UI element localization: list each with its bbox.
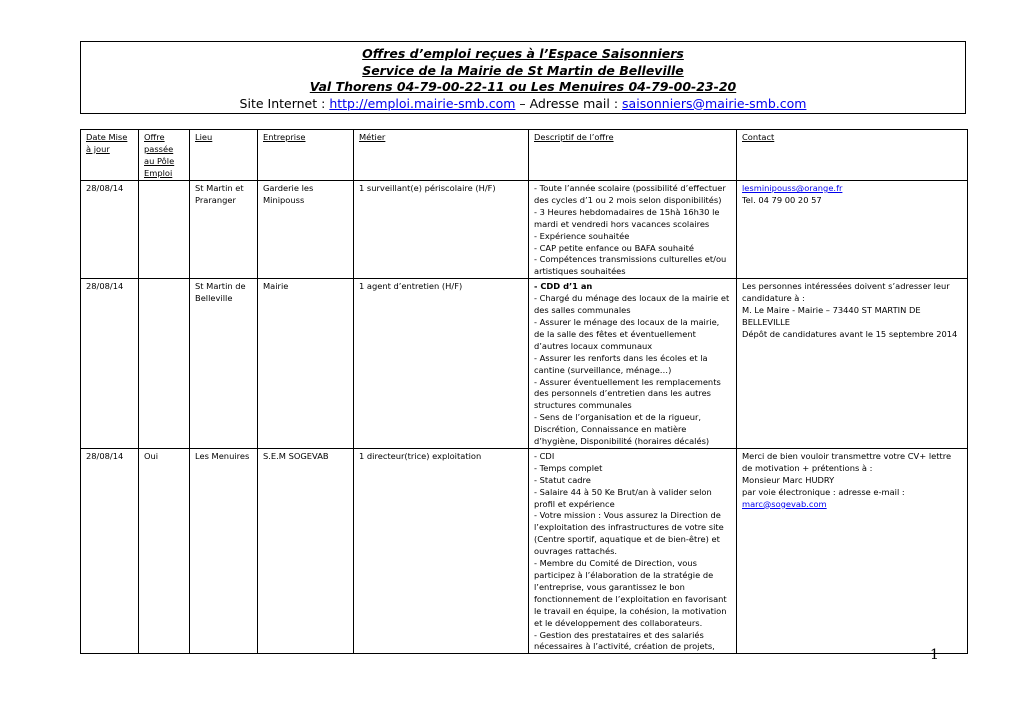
- job-offers-table: [80, 129, 968, 654]
- cell-descriptif: [529, 448, 737, 653]
- table-row: [81, 448, 968, 653]
- contact-line: Merci de bien vouloir transmettre votre CV+ lettre de motivation + prétentions à :: [742, 450, 952, 473]
- column-header-metier: Métier: [354, 130, 529, 181]
- desc-line: - Toute l’année scolaire (possibilité d’effectuer des cycles d’1 ou 2 mois selon disponibilités): [534, 183, 726, 205]
- desc-line: - 3 Heures hebdomadaires de 15hà 16h30 le mardi et vendredi hors vacances scolaires: [534, 206, 720, 229]
- contact-phone: Tel. 04 79 00 20 57: [742, 194, 822, 205]
- contact-line: Les personnes intéressées doivent s’adresser leur candidature à :: [742, 281, 950, 304]
- cell-contact: [737, 448, 968, 653]
- document-header: [80, 41, 966, 114]
- desc-line: - Gestion des prestataires et des salariés nécessaires à l’activité, création de projets,: [534, 629, 715, 652]
- cell-metier: 1 agent d’entretien (H/F): [354, 279, 529, 449]
- header-service: Service de la Mairie de St Martin de Belleville: [362, 62, 684, 78]
- cell-descriptif: [529, 181, 737, 279]
- page-number: 1: [930, 647, 939, 663]
- cell-metier: 1 directeur(trice) exploitation: [354, 448, 529, 653]
- desc-line: - Assurer les renforts dans les écoles et la cantine (surveillance, ménage…): [534, 352, 708, 375]
- desc-line: - CDI: [534, 450, 555, 461]
- contact-line: Dépôt de candidatures avant le 15 septembre 2014: [742, 328, 958, 339]
- cell-lieu: St Martin de Belleville: [190, 279, 258, 449]
- cell-descriptif: [529, 279, 737, 449]
- desc-line: - Votre mission : Vous assurez la Direction de l’exploitation des infrastructures de votre site (Centre sportif, aquatique et de bien-être) et ouvrages rattachés.: [534, 510, 724, 557]
- cell-pole-emploi: Oui: [139, 448, 190, 653]
- desc-line: - Compétences transmissions culturelles et/ou artistiques souhaitées: [534, 254, 727, 277]
- cell-pole-emploi: [139, 181, 190, 279]
- cell-metier: 1 surveillant(e) périscolaire (H/F): [354, 181, 529, 279]
- cell-pole-emploi: [139, 279, 190, 449]
- column-header-date: Date Mise à jour: [81, 130, 139, 181]
- table-row: [81, 181, 968, 279]
- email-link[interactable]: saisonniers@mairie-smb.com: [622, 95, 807, 111]
- header-phones: Val Thorens 04-79-00-22-11 ou Les Menuires 04-79-00-23-20: [309, 79, 737, 94]
- cell-entreprise: S.E.M SOGEVAB: [258, 448, 354, 653]
- desc-line: - Assurer le ménage des locaux de la mairie, de la salle des fêtes et éventuellement d’autres locaux communaux: [534, 316, 720, 351]
- cell-contact: [737, 279, 968, 449]
- desc-line-contract: - CDD d’1 an: [534, 281, 593, 292]
- desc-line: - Chargé du ménage des locaux de la mairie et des salles communales: [534, 293, 730, 316]
- column-header-descriptif: Descriptif de l’offre: [529, 130, 737, 181]
- cell-entreprise: Garderie les Minipouss: [258, 181, 354, 279]
- contact-line: Monsieur Marc HUDRY: [742, 474, 835, 485]
- website-link[interactable]: http://emploi.mairie-smb.com: [329, 95, 516, 111]
- cell-lieu: Les Menuires: [190, 448, 258, 653]
- cell-contact: [737, 181, 968, 279]
- site-label: Site Internet :: [239, 95, 330, 111]
- header-title: Offres d’emploi reçues à l’Espace Saisonniers: [362, 46, 684, 61]
- contact-email-link[interactable]: lesminipouss@orange.fr: [742, 183, 843, 193]
- cell-entreprise: Mairie: [258, 279, 354, 449]
- mail-label: – Adresse mail :: [515, 95, 623, 111]
- table-header-row: [81, 130, 968, 181]
- desc-line: - Temps complet: [534, 462, 603, 473]
- contact-line: M. Le Maire - Mairie – 73440 ST MARTIN DE BELLEVILLE: [742, 305, 921, 327]
- desc-line: - Expérience souhaitée: [534, 230, 630, 241]
- header-contact-line: [81, 96, 965, 113]
- desc-line: - Assurer éventuellement les remplacements des personnels d’entretien dans les autres structures communales: [534, 376, 721, 411]
- contact-line: par voie électronique : adresse e-mail :: [742, 486, 905, 497]
- cell-date: 28/08/14: [81, 279, 139, 449]
- desc-line: - CAP petite enfance ou BAFA souhaité: [534, 242, 694, 253]
- cell-lieu: St Martin et Praranger: [190, 181, 258, 279]
- contact-email-link[interactable]: marc@sogevab.com: [742, 498, 827, 509]
- column-header-pole-emploi: Offre passée au Pôle Emploi: [139, 130, 190, 181]
- table-row: [81, 279, 968, 449]
- desc-line: - Sens de l’organisation et de la rigueur, Discrétion, Connaissance en matière d’hygiène, Disponibilité (horaires décalés): [534, 412, 710, 447]
- cell-date: 28/08/14: [81, 181, 139, 279]
- column-header-lieu: Lieu: [190, 130, 258, 181]
- desc-line: - Statut cadre: [534, 474, 591, 485]
- desc-line: - Membre du Comité de Direction, vous participez à l’élaboration de la stratégie de l’entreprise, vous garantissez le bon fonctionnement de l’exploitation en favorisant le travail en équipe, la cohésion, la motivation et le développement des collaborateurs.: [534, 558, 727, 628]
- desc-line: - Salaire 44 à 50 Ke Brut/an à valider selon profil et expérience: [534, 486, 712, 509]
- cell-date: 28/08/14: [81, 448, 139, 653]
- column-header-entreprise: Entreprise: [258, 130, 354, 181]
- column-header-contact: Contact: [737, 130, 968, 181]
